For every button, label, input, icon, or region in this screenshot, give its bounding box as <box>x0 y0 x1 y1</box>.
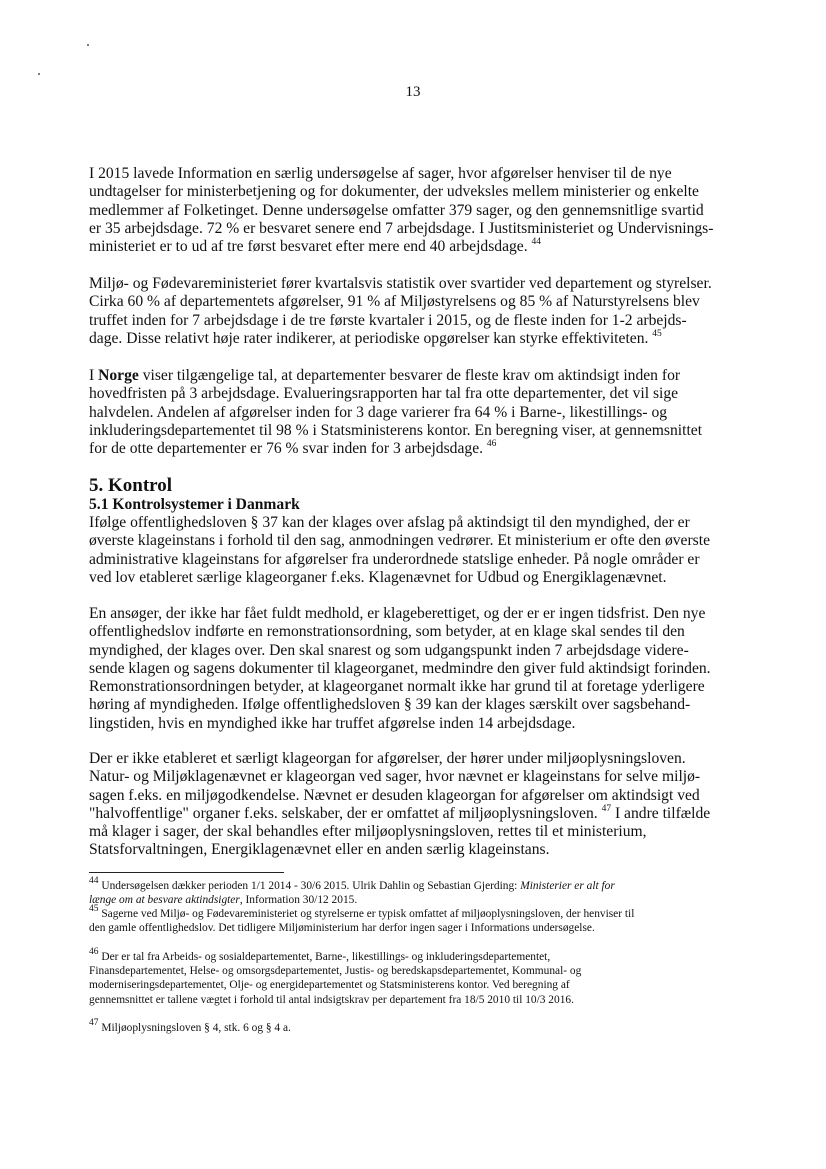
footnote-line: den gamle offentlighedslov. Det tidligere Miljøministerium har derfor ingen sager i Informations undersøgelse. <box>89 922 595 935</box>
paragraph-norway <box>89 367 734 458</box>
footnote-line: $^{46}$ Der er tal fra Arbeids- og sosialdepartementet, Barne-, likestillings- og inkluderingsdepartementet, <box>89 947 551 963</box>
text-line: myndighed, der klages over. Den skal snarest og som udgangspunkt inden 7 arbejdsdage videre- <box>89 641 689 659</box>
text-line: øverste klageinstans i forhold til den sag, anmodningen vedrører. Et ministerium er ofte den øverste <box>89 532 710 550</box>
text-line: ministeriet er to ud af tre først besvaret efter mere end 40 arbejdsdage. $^{44}$ <box>89 237 542 256</box>
text-line: Cirka 60 % af departementets afgørelser, 91 % af Miljøstyrelsens og 85 % af Naturstyrelsens blev <box>89 293 700 311</box>
text-line: for de otte departementer er 76 % svar inden for 3 arbejdsdage. $^{46}$ <box>89 439 497 458</box>
text-line: hovedfristen på 3 arbejdsdage. Evalueringsrapporten har tal fra otte departementer, det vil sige <box>89 385 679 403</box>
text-line: I 2015 lavede Information en særlig undersøgelse af sager, hvor afgørelser henviser til de nye <box>89 165 672 182</box>
subsection-heading: 5.1 Kontrolsystemer i Danmark <box>89 496 300 513</box>
footnote-ref: 45 <box>652 328 662 339</box>
footnote-line: $^{44}$ Undersøgelsen dækker perioden 1/1 2014 - 30/6 2015. Ulrik Dahlin og Sebastian Gjerding: Ministerier er alt for <box>89 876 615 892</box>
footnote-line: Finansdepartementet, Helse- og omsorgsdepartementet, Justis- og beredskapsdepartementet, Kommunal- og <box>89 965 582 978</box>
text-line: inkluderingsdepartementet til 98 % i Statsministerens kontor. En beregning viser, at gennemsnittet <box>89 421 703 439</box>
text-line: er 35 arbejdsdage. 72 % er besvaret senere end 7 arbejdsdage. I Justitsministeriet og Undervisnings- <box>89 219 714 237</box>
text-line: Remonstrationsordningen betyder, at klageorganet normalt ikke har grund til at foretage yderligere <box>89 678 705 696</box>
footnote-line: længe om at besvare aktindsigter, Information 30/12 2015. <box>89 894 358 907</box>
text-line: offentlighedslov indførte en remonstrationsordning, som betyder, at en klage skal sendes til den <box>89 623 685 641</box>
text-line: I Norge viser tilgængelige tal, at departementer besvarer de fleste krav om aktindsigt inden for <box>89 367 681 384</box>
footnote-line: gennemsnittet er tallene vægtet i forhold til antal indsigtskrav per departement fra 18/5 2010 til 10/3 2016. <box>89 993 574 1006</box>
paragraph-environment-complaints <box>89 750 734 860</box>
footnote-line: $^{45}$ Sagerne ved Miljø- og Fødevareministeriet og styrelserne er typisk omfattet af miljøoplysningsloven, der henviser til <box>89 904 635 920</box>
page-number: 13 <box>405 84 421 100</box>
paragraph-complaints <box>89 514 734 587</box>
text-line: truffet inden for 7 arbejdsdage i de tre første kvartaler i 2015, og de fleste inden for 1-2 arbejds- <box>89 311 687 329</box>
footnote-ref: 46 <box>486 439 497 449</box>
text-line: høring af myndigheden. Ifølge offentlighedsloven § 39 kan der klages særskilt over sagsbehand- <box>89 696 691 714</box>
text-line: Ifølge offentlighedsloven § 37 kan der klages over afslag på aktindsigt til den myndighed, der er <box>89 514 690 531</box>
text-line: sende klagen og sagens dokumenter til klageorganet, medmindre den giver fuld aktindsigt forinden. <box>89 659 711 677</box>
paragraph-ministry-statistics <box>89 275 734 348</box>
footnote-line: $^{47}$ Miljøoplysningsloven § 4, stk. 6 og § 4 a. <box>89 1018 291 1034</box>
section-heading: 5. Kontrol <box>89 475 173 496</box>
text-line: administrative klageinstans for afgørelser fra underordnede statslige enheder. På nogle områder er <box>89 550 700 568</box>
footnote-45 <box>89 904 739 935</box>
text-line: ved lov etableret særlige klageorganer f.eks. Klagenævnet for Udbud og Energiklagenævnet. <box>89 568 667 586</box>
text-line: lingstiden, hvis en myndighed ikke har truffet afgørelse inden 14 arbejdsdage. <box>89 714 576 732</box>
text-line: Statsforvaltningen, Energiklagenævnet eller en anden særlig klageinstans. <box>89 841 550 859</box>
text-line: Natur- og Miljøklagenævnet er klageorgan ved sager, hvor nævnet er klageinstans for selve miljø- <box>89 768 701 786</box>
paragraph-remonstration <box>89 605 734 733</box>
scan-speck <box>38 73 40 75</box>
text-line: undtagelser for ministerbetjening og for dokumenter, der udveksles mellem ministerier og enkelte <box>89 183 699 201</box>
text-line: Der er ikke etableret et særligt klageorgan for afgørelser, der hører under miljøoplysningsloven. <box>89 750 686 767</box>
text-line: må klager i sager, der skal behandles efter miljøoplysningsloven, rettes til et ministerium, <box>89 823 647 841</box>
footnote-47 <box>89 1018 739 1035</box>
paragraph-information-survey <box>89 165 734 256</box>
footnote-line: moderniseringsdepartementet, Olje- og energidepartementet og Statsministerens kontor. Ved beregning af <box>89 979 570 992</box>
text-line: medlemmer af Folketinget. Denne undersøgelse omfatter 379 sager, og den gennemsnitlige svartid <box>89 201 704 219</box>
footnote-46 <box>89 947 739 1007</box>
footnote-divider <box>89 872 284 873</box>
emphasis-norge: Norge <box>98 367 139 384</box>
text-line: En ansøger, der ikke har fået fuldt medhold, er klageberettiget, og der er er ingen tidsfrist. Den nye <box>89 605 706 622</box>
text-line: halvdelen. Andelen af afgørelser inden for 3 dage varierer fra 64 % i Barne-, likestillings- og <box>89 403 668 421</box>
footnote-44 <box>89 876 739 907</box>
scan-speck <box>87 44 89 46</box>
text-line: "halvoffentlige" organer f.eks. selskaber, der er omfattet af miljøoplysningsloven. $^{47}$ I andre tilfælde <box>89 803 711 822</box>
text-line: sagen f.eks. en miljøgodkendelse. Nævnet er desuden klageorgan for afgørelser om aktindsigt ved <box>89 786 700 804</box>
text-line: dage. Disse relativt høje rater indikerer, at periodiske opgørelser kan styrke effektiviteten. $^{45}$ <box>89 328 662 347</box>
footnote-ref: 44 <box>531 237 542 247</box>
text-line: Miljø- og Fødevareministeriet fører kvartalsvis statistik over svartider ved departement og styrelser. <box>89 275 712 292</box>
footnote-ref: 47 <box>601 803 612 814</box>
